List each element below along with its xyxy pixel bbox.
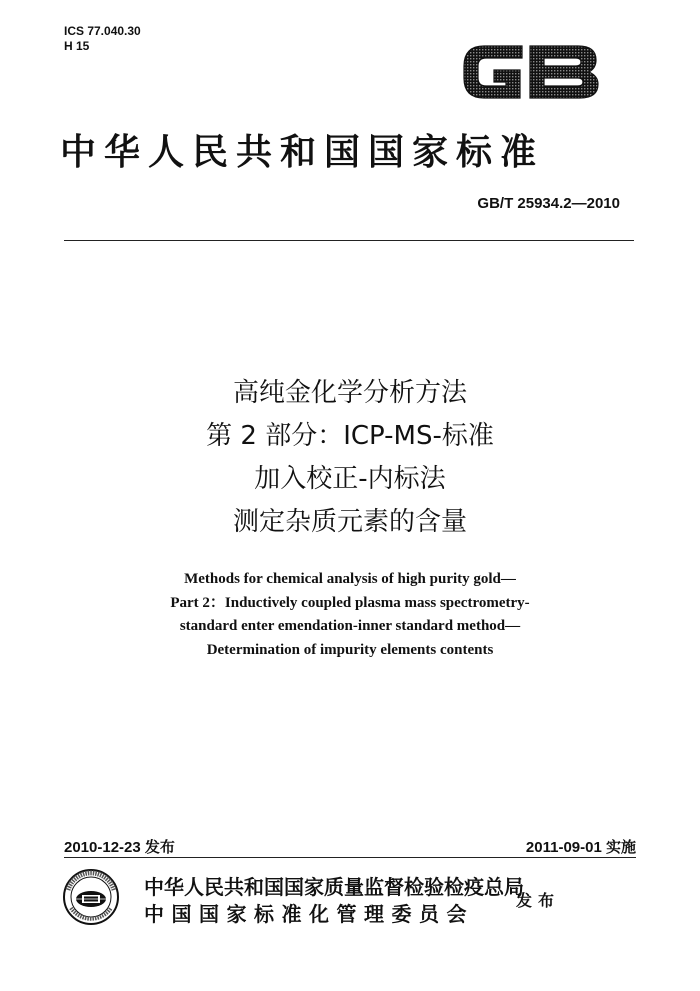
standard-type-title: 中华人民共和国国家标准 [60,131,545,173]
english-title-line: Methods for chemical analysis of high purity gold— [184,571,516,587]
footer-divider [64,857,636,858]
english-title-line: Determination of impurity elements contents [206,641,494,658]
english-title-line: standard enter emendation-inner standard method— [179,618,521,634]
issuing-authorities [144,874,524,928]
english-title-line: Part 2：Inductively coupled plasma mass spectrometry- [170,594,530,611]
publish-label: 发布 [516,891,561,910]
english-title [0,568,700,662]
chinese-title-line: 测定杂质元素的含量 [232,507,467,537]
issuer-line: 中国国家标准化管理委员会 [144,902,474,926]
header-divider [64,240,634,241]
official-seal-icon [62,868,120,926]
category-code: H 15 [64,39,90,53]
implementation-date: 2011-09-01 实施 [525,839,636,856]
chinese-title-line: 第 2 部分：ICP-MS-标准 [206,421,494,451]
ics-code: ICS 77.040.30 [64,24,141,38]
chinese-title-line: 高纯金化学分析方法 [232,378,467,408]
gb-logo-icon [458,40,603,104]
standard-number: GB/T 25934.2—2010 [477,195,620,212]
chinese-title-line: 加入校正-内标法 [254,464,446,494]
issuer-line: 中华人民共和国国家质量监督检验检疫总局 [144,875,524,899]
chinese-title [0,372,700,544]
issue-date: 2010-12-23 发布 [64,839,175,856]
classification-codes [64,24,141,54]
